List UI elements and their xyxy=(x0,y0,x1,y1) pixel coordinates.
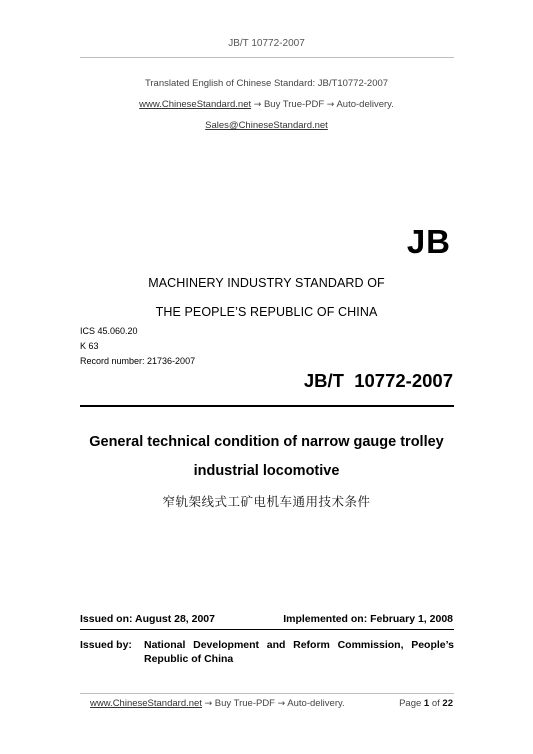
email-link[interactable]: Sales@ChineseStandard.net xyxy=(205,120,328,131)
page-indicator xyxy=(399,698,453,709)
document-title-line1: General technical condition of narrow gauge trolley xyxy=(89,434,444,450)
translation-notice: Translated English of Chinese Standard: JB/T10772-2007 xyxy=(144,78,389,89)
issued-date: Issued on: August 28, 2007 xyxy=(80,613,215,625)
standard-mark: JB xyxy=(406,223,451,260)
issued-by-label: Issued by: xyxy=(80,639,132,651)
arrow-right-icon: → xyxy=(277,699,286,709)
implemented-date: Implemented on: February 1, 2008 xyxy=(283,613,453,625)
standard-number: JB/T 10772-2007 xyxy=(303,370,453,391)
document-title-chinese: 窄轨架线式工矿电机车通用技术条件 xyxy=(162,494,371,509)
classification-code: K 63 xyxy=(80,341,99,351)
running-head: JB/T 10772-2007 xyxy=(228,38,305,49)
arrow-right-icon: → xyxy=(253,100,262,110)
email-line xyxy=(0,120,533,131)
buy-text: Buy True-PDF xyxy=(263,99,325,110)
issued-by-line1: National Development and Reform Commission, People’s xyxy=(144,639,454,651)
page-of: of xyxy=(431,698,440,709)
ics-code: ICS 45.060.20 xyxy=(80,326,138,336)
delivery-text: Auto-delivery. xyxy=(336,99,394,110)
dates-divider xyxy=(80,629,454,630)
page-current: 1 xyxy=(423,698,430,709)
issued-by-line2: Republic of China xyxy=(144,653,234,665)
standard-authority-line1: MACHINERY INDUSTRY STANDARD OF xyxy=(148,276,385,290)
footer-delivery-text: Auto-delivery. xyxy=(287,698,345,709)
arrow-right-icon: → xyxy=(326,100,335,110)
footer-divider xyxy=(80,693,454,694)
footer-purchase-line xyxy=(90,698,345,709)
record-number: Record number: 21736-2007 xyxy=(80,356,196,366)
page-total: 22 xyxy=(442,698,453,709)
footer-buy-text: Buy True-PDF xyxy=(214,698,275,709)
standard-authority-line2: THE PEOPLE’S REPUBLIC OF CHINA xyxy=(155,305,378,319)
page-label: Page xyxy=(399,698,422,709)
site-link[interactable]: www.ChineseStandard.net xyxy=(139,99,252,110)
footer-site-link[interactable]: www.ChineseStandard.net xyxy=(90,698,202,709)
header-divider xyxy=(80,57,454,58)
document-title-line2: industrial locomotive xyxy=(193,463,340,479)
standard-number-divider xyxy=(80,405,454,407)
arrow-right-icon: → xyxy=(204,699,213,709)
purchase-line xyxy=(0,99,533,110)
